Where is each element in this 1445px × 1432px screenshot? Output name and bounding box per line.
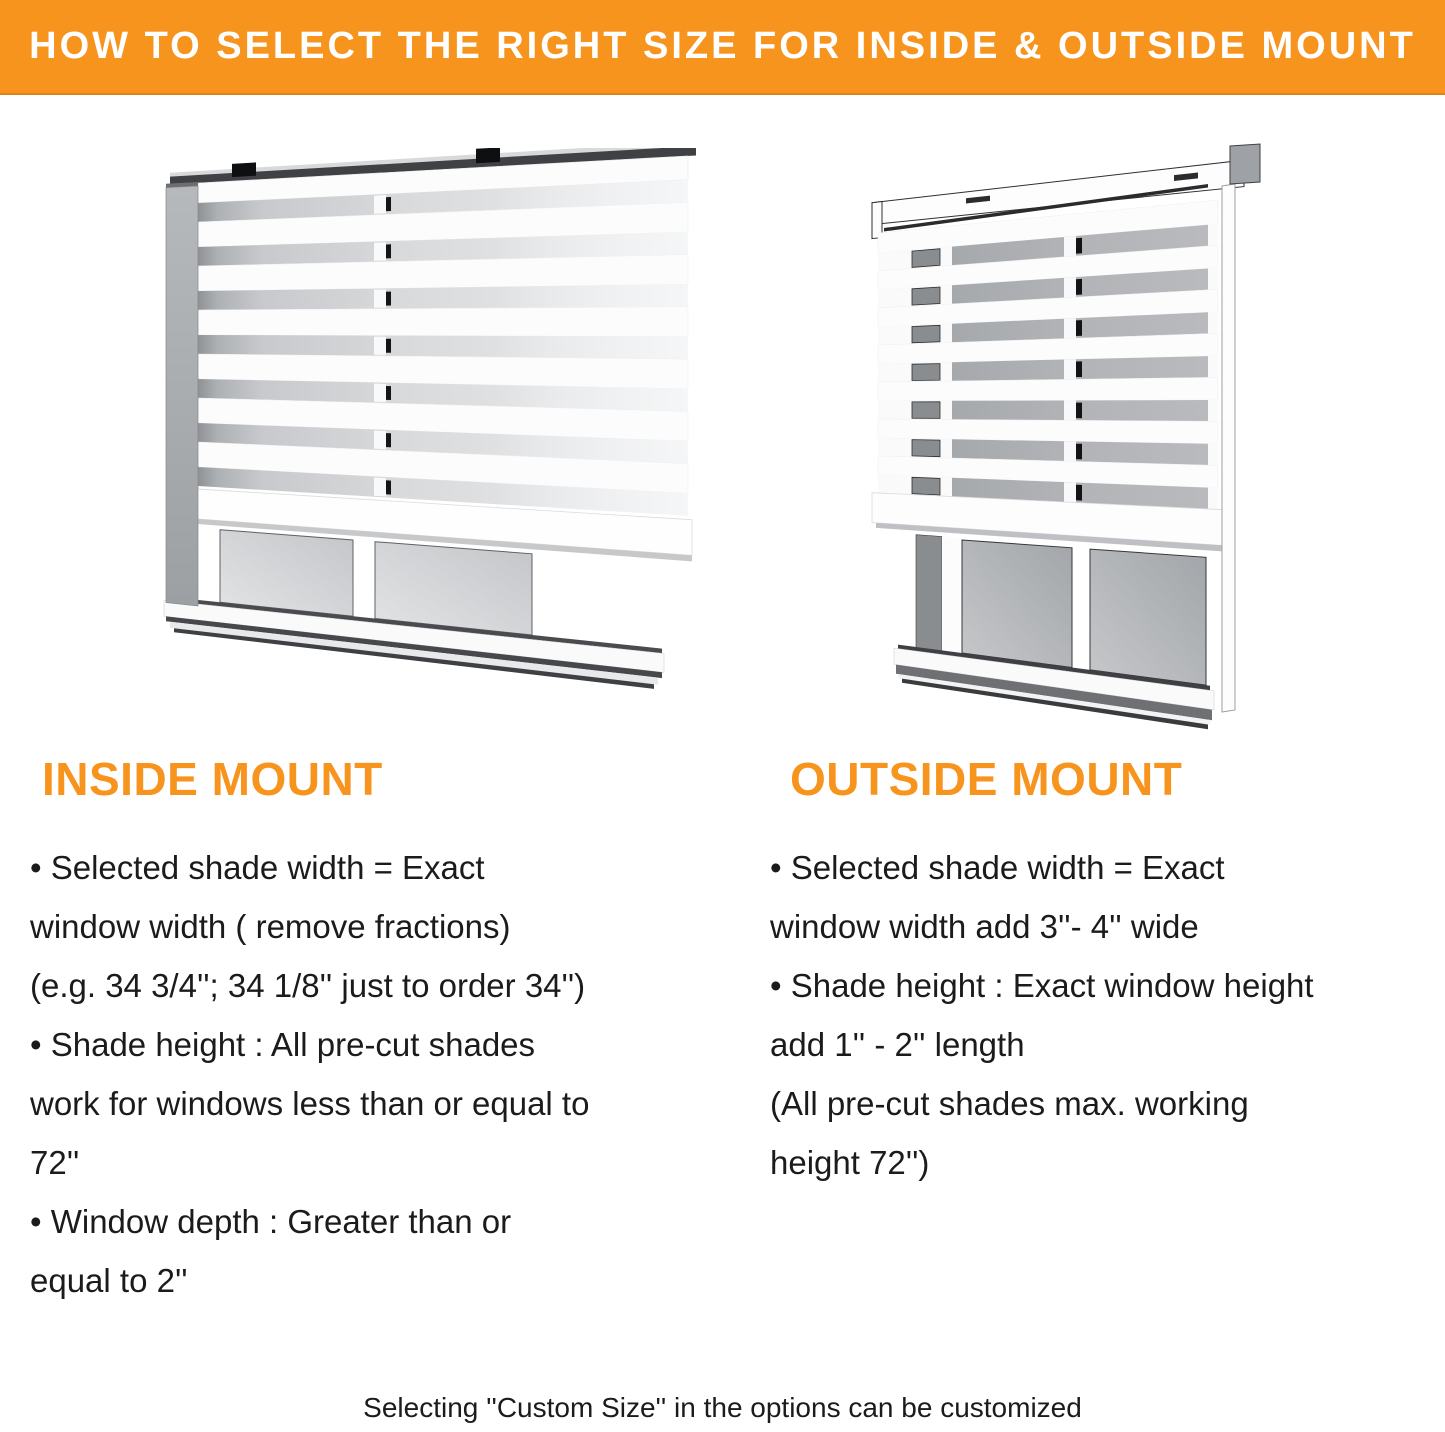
frame-slot	[912, 325, 940, 343]
bullet-line: • Shade height : Exact window height	[770, 967, 1314, 1004]
center-shadow-dash	[1076, 320, 1082, 336]
bullet-line: equal to 2''	[30, 1262, 188, 1299]
frame-slot	[912, 249, 940, 268]
center-shadow-dash	[386, 480, 391, 494]
bullet-line: (e.g. 34 3/4''; 34 1/8'' just to order 34'')	[30, 967, 586, 1004]
side-rail	[1222, 184, 1235, 712]
center-shadow-dash	[386, 197, 391, 211]
frame-jamb-shadow	[916, 535, 942, 657]
inside-mount-illustration	[140, 148, 700, 728]
center-mullion-gap	[374, 242, 386, 260]
bullet-line: add 1'' - 2'' length	[770, 1026, 1025, 1063]
center-shadow-dash	[1076, 238, 1082, 254]
center-mullion-gap	[374, 337, 386, 355]
bracket-end-cap	[1230, 144, 1260, 184]
glass-pane	[1090, 549, 1206, 685]
glass-pane	[220, 530, 353, 617]
bullet-line: (All pre-cut shades max. working	[770, 1085, 1249, 1122]
center-mullion-gap	[374, 431, 386, 450]
center-shadow-dash	[1076, 403, 1082, 419]
center-shadow-dash	[1076, 279, 1082, 295]
bullet-line: window width add 3''- 4'' wide	[770, 908, 1199, 945]
center-shadow-dash	[386, 386, 391, 400]
outside-mount-bullets	[770, 838, 1314, 1192]
inside-mount-bullets	[30, 838, 589, 1310]
frame-slot	[912, 402, 940, 419]
center-mullion-gap	[1064, 318, 1076, 338]
mount-clip	[232, 162, 256, 177]
bullet-line: • Window depth : Greater than or	[30, 1203, 512, 1240]
inside-mount-heading: INSIDE MOUNT	[42, 753, 383, 805]
center-mullion-gap	[1064, 441, 1076, 461]
center-shadow-dash	[1076, 361, 1082, 377]
header-banner	[0, 0, 1445, 95]
frame-slot	[912, 287, 940, 305]
bullet-line: height 72'')	[770, 1144, 930, 1181]
outside-mount-window-drawing	[858, 138, 1403, 738]
center-shadow-dash	[386, 244, 391, 258]
center-mullion-gap	[1064, 236, 1076, 257]
center-shadow-dash	[386, 433, 391, 447]
center-mullion-gap	[374, 478, 386, 497]
bullet-line: • Selected shade width = Exact	[770, 849, 1225, 886]
bullet-line: work for windows less than or equal to	[30, 1085, 590, 1122]
banner-title: HOW TO SELECT THE RIGHT SIZE FOR INSIDE & OUTSIDE MOUNT	[29, 25, 1416, 67]
center-shadow-dash	[1076, 485, 1082, 501]
frame-slot	[912, 477, 940, 495]
mount-clip	[476, 148, 500, 163]
frame-slot	[912, 364, 940, 381]
bullet-line: • Selected shade width = Exact	[30, 849, 485, 886]
bullet-line: window width ( remove fractions)	[30, 908, 511, 945]
center-mullion-gap	[374, 290, 386, 308]
center-mullion-gap	[374, 195, 386, 214]
center-mullion-gap	[1064, 277, 1076, 298]
footer-note-text: Selecting ''Custom Size'' in the options can be customized	[363, 1392, 1082, 1423]
outside-mount-illustration	[858, 138, 1403, 738]
center-mullion-gap	[1064, 482, 1076, 503]
inside-mount-window-drawing	[140, 148, 700, 728]
solid-band	[198, 307, 688, 337]
bullet-line: • Shade height : All pre-cut shades	[30, 1026, 536, 1063]
center-mullion-gap	[374, 384, 386, 403]
frame-stile	[942, 537, 960, 658]
glass-pane	[962, 540, 1072, 668]
footer-note	[0, 1392, 1445, 1424]
center-shadow-dash	[1076, 444, 1082, 460]
frame-jamb	[166, 186, 198, 606]
center-mullion-gap	[1064, 400, 1076, 420]
outside-mount-heading: OUTSIDE MOUNT	[790, 753, 1183, 805]
frame-slot	[912, 440, 940, 457]
center-shadow-dash	[386, 292, 391, 306]
bullet-line: 72''	[30, 1144, 80, 1181]
center-mullion-gap	[1064, 359, 1076, 379]
center-shadow-dash	[386, 339, 391, 353]
